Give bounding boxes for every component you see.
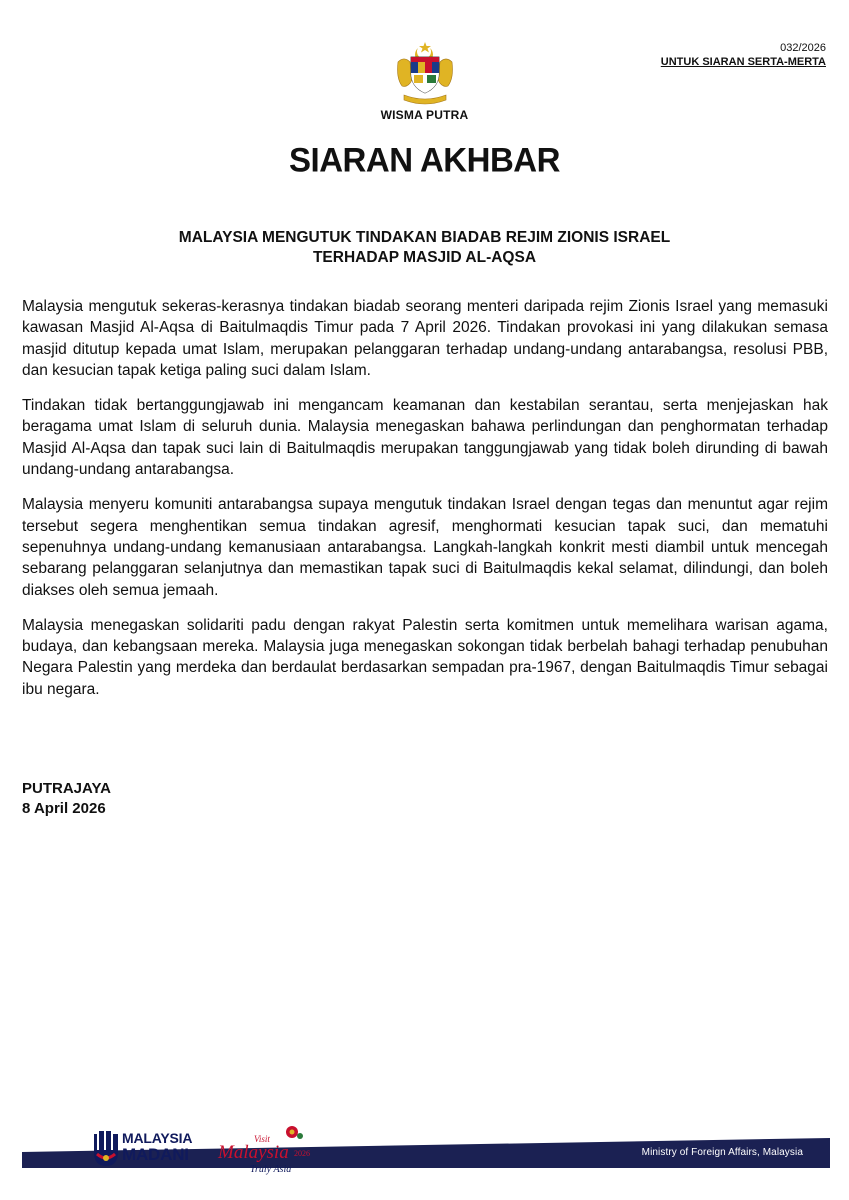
visit-main-text: Malaysia [218,1142,289,1163]
press-body [22,296,828,714]
document-title: SIARAN AKHBAR [289,140,560,179]
madani-wordmark: MALAYSIA MADANI [122,1130,193,1164]
signoff-place: PUTRAJAYA [22,780,111,797]
signoff [22,779,111,819]
body-paragraph: Malaysia mengutuk sekeras-kerasnya tindakan biadab seorang menteri daripada rejim Zionis Israel yang memasuki kawasan Masjid Al-Aqsa di Baitulmaqdis Timur pada 7 April 2026. Tindakan provokasi ini yang dilakukan semasa masjid ditutup kepada umat Islam, merupakan pelanggaran terhadap undang-undang antarabangsa, resolusi PBB, dan kesucian tapak ketiga paling suci dalam Islam. [22,298,828,379]
headline-line-2: TERHADAP MASJID AL-AQSA [312,249,537,266]
reference-number: 032/2026 [780,42,826,54]
body-paragraph: Malaysia menegaskan solidariti padu dengan rakyat Palestin serta komitmen untuk memelihara warisan agama, budaya, dan kebangsaan mereka. Malaysia juga menegaskan sokongan tidak berbelah bahagi terhadap penubuhan Negara Palestin yang merdeka dan berdaulat berdasarkan sempadan pra-1967, dengan Baitulmaqdis Timur sebagai ibu negara. [22,616,828,698]
signoff-date: 8 April 2026 [22,800,106,817]
visit-small-text: Visit [254,1134,270,1144]
press-headline [0,228,849,268]
body-paragraph: Tindakan tidak bertanggungjawab ini mengancam keamanan dan kestabilan serantau, serta menjejaskan hak beragama umat Islam di seluruh dunia. Malaysia menegaskan bahawa perlindungan dan penghormatan terhadap Masjid Al-Aqsa dan tapak suci lain di Baitulmaqdis merupakan tanggungjawab yang tidak boleh dirunding di bawah undang-undang antarabangsa. [22,397,828,479]
office-name: WISMA PUTRA [380,108,469,122]
release-label: UNTUK SIARAN SERTA-MERTA [660,56,826,68]
ministry-name: Ministry of Foreign Affairs, Malaysia [641,1147,803,1158]
visit-year-text: 2026 [294,1149,310,1158]
visit-malaysia-logo-icon [214,1120,324,1182]
coat-of-arms-icon [394,40,456,106]
body-paragraph: Malaysia menyeru komuniti antarabangsa supaya mengutuk tindakan Israel dengan tegas dan menuntut agar rejim tersebut segera menghentikan semua tindakan agresif, menghormati kesucian tapak suci, dan mematuhi sepenuhnya undang-undang kemanusiaan antarabangsa. Langkah-langkah konkrit mesti diambil untuk mencegah sebarang pelanggaran selanjutnya dan memastikan tapak suci di Baitulmaqdis kekal selamat, dilindungi, dan boleh diakses oleh semua jemaah. [22,496,828,599]
headline-line-1: MALAYSIA MENGUTUK TINDAKAN BIADAB REJIM ZIONIS ISRAEL [178,229,671,246]
reference-block [661,41,826,69]
visit-tagline-text: Truly Asia [250,1164,292,1175]
